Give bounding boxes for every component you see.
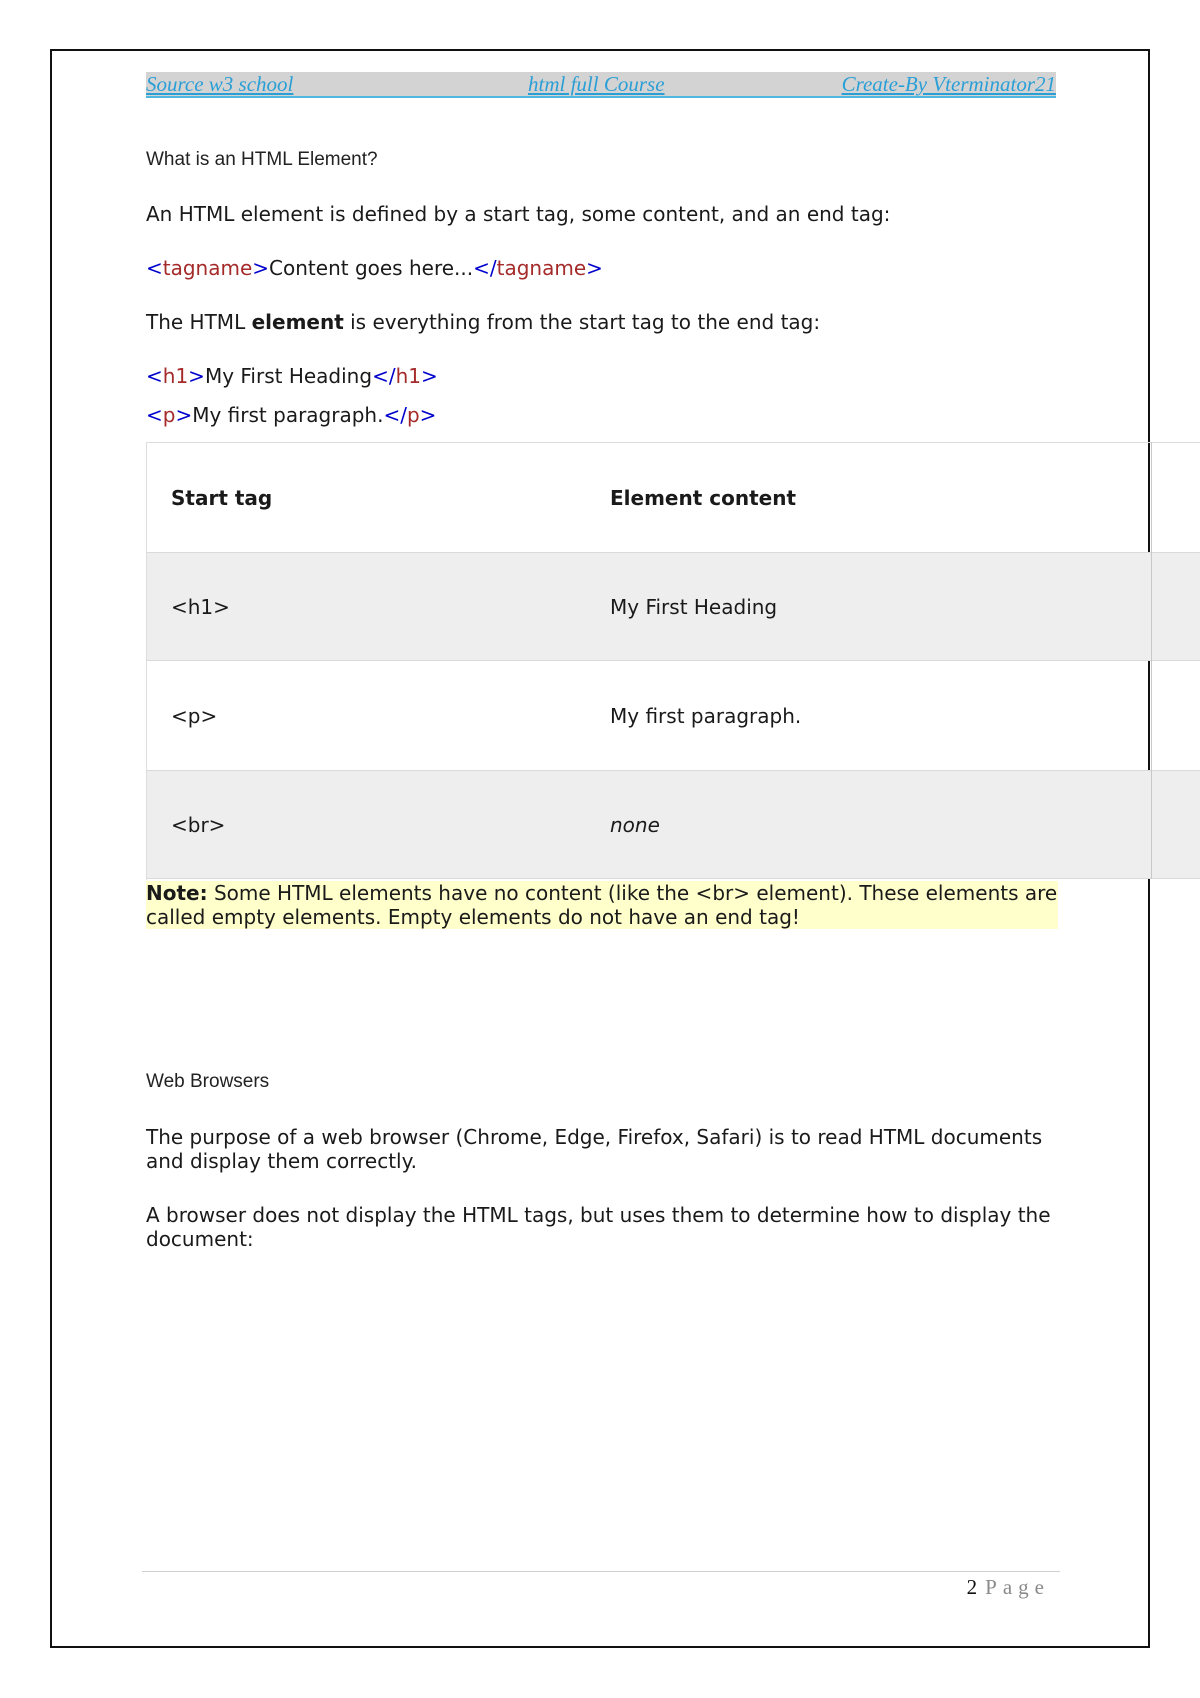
page-footer [967, 1575, 1050, 1600]
code-gt: > [188, 364, 205, 388]
page-number: 2 [966, 1575, 978, 1599]
table-cell-content: My first paragraph. [610, 703, 802, 728]
syntax-open-bracket: < [146, 256, 163, 280]
table-header-row [147, 443, 1200, 552]
table-row [147, 770, 1200, 879]
code-content: My First Heading [204, 364, 373, 388]
section-title-html-element: What is an HTML Element? [146, 149, 378, 170]
page-header [146, 72, 1056, 98]
syntax-example [146, 256, 603, 280]
table-divider [1151, 442, 1152, 879]
header-source: Source w3 school [146, 72, 294, 96]
header-course: html full Course [528, 72, 665, 96]
note-box [146, 881, 1058, 929]
element-definition [146, 310, 820, 334]
code-end-tag: p [406, 403, 420, 427]
syntax-close-bracket: > [252, 256, 270, 280]
table-row [147, 552, 1200, 661]
code-end-lt: </ [372, 364, 396, 388]
code-end-tag: h1 [395, 364, 421, 388]
code-end-gt: > [419, 403, 437, 427]
element-definition-before: The HTML [146, 310, 252, 334]
table-cell-start-tag: <p> [171, 703, 218, 728]
code-end-gt: > [420, 364, 438, 388]
note-text: Some HTML elements have no content (like the <br> element). These elements are called empty elements. Empty elements do not have an end tag! [146, 881, 1058, 929]
footer-divider [142, 1571, 1060, 1572]
code-end-lt: </ [383, 403, 407, 427]
page-label: Page [985, 1575, 1050, 1599]
syntax-end-close: > [586, 256, 603, 280]
table-row [147, 661, 1200, 770]
browser-display-paragraph: A browser does not display the HTML tags, but uses them to determine how to display the document: [146, 1203, 1051, 1251]
code-example-p [146, 403, 436, 427]
section-title-web-browsers: Web Browsers [146, 1071, 270, 1092]
code-content: My first paragraph. [192, 403, 384, 427]
syntax-content: Content goes here... [269, 256, 474, 280]
syntax-end-open: </ [473, 256, 497, 280]
code-gt: > [175, 403, 193, 427]
note-label: Note: [146, 881, 208, 905]
element-definition-bold: element [251, 310, 344, 334]
code-tag: p [162, 403, 176, 427]
table-cell-content: My First Heading [610, 594, 778, 619]
syntax-end-tag: tagname [496, 256, 587, 280]
table-cell-content: none [610, 812, 660, 837]
syntax-open-tag: tagname [162, 256, 253, 280]
intro-paragraph: An HTML element is defined by a start tag, some content, and an end tag: [146, 202, 891, 226]
code-lt: < [146, 364, 163, 388]
element-definition-after: is everything from the start tag to the end tag: [343, 310, 821, 334]
code-tag: h1 [162, 364, 189, 388]
header-author: Create-By Vterminator21 [841, 72, 1056, 96]
table-cell-start-tag: <h1> [171, 594, 230, 619]
table-header-start-tag: Start tag [171, 485, 273, 510]
code-example-h1 [146, 364, 438, 388]
table-cell-start-tag: <br> [171, 812, 226, 837]
browser-purpose-paragraph: The purpose of a web browser (Chrome, Edge, Firefox, Safari) is to read HTML documents and display them correctly. [146, 1125, 1043, 1173]
table-header-element-content: Element content [610, 485, 797, 510]
code-lt: < [146, 403, 163, 427]
element-table [146, 442, 1200, 880]
